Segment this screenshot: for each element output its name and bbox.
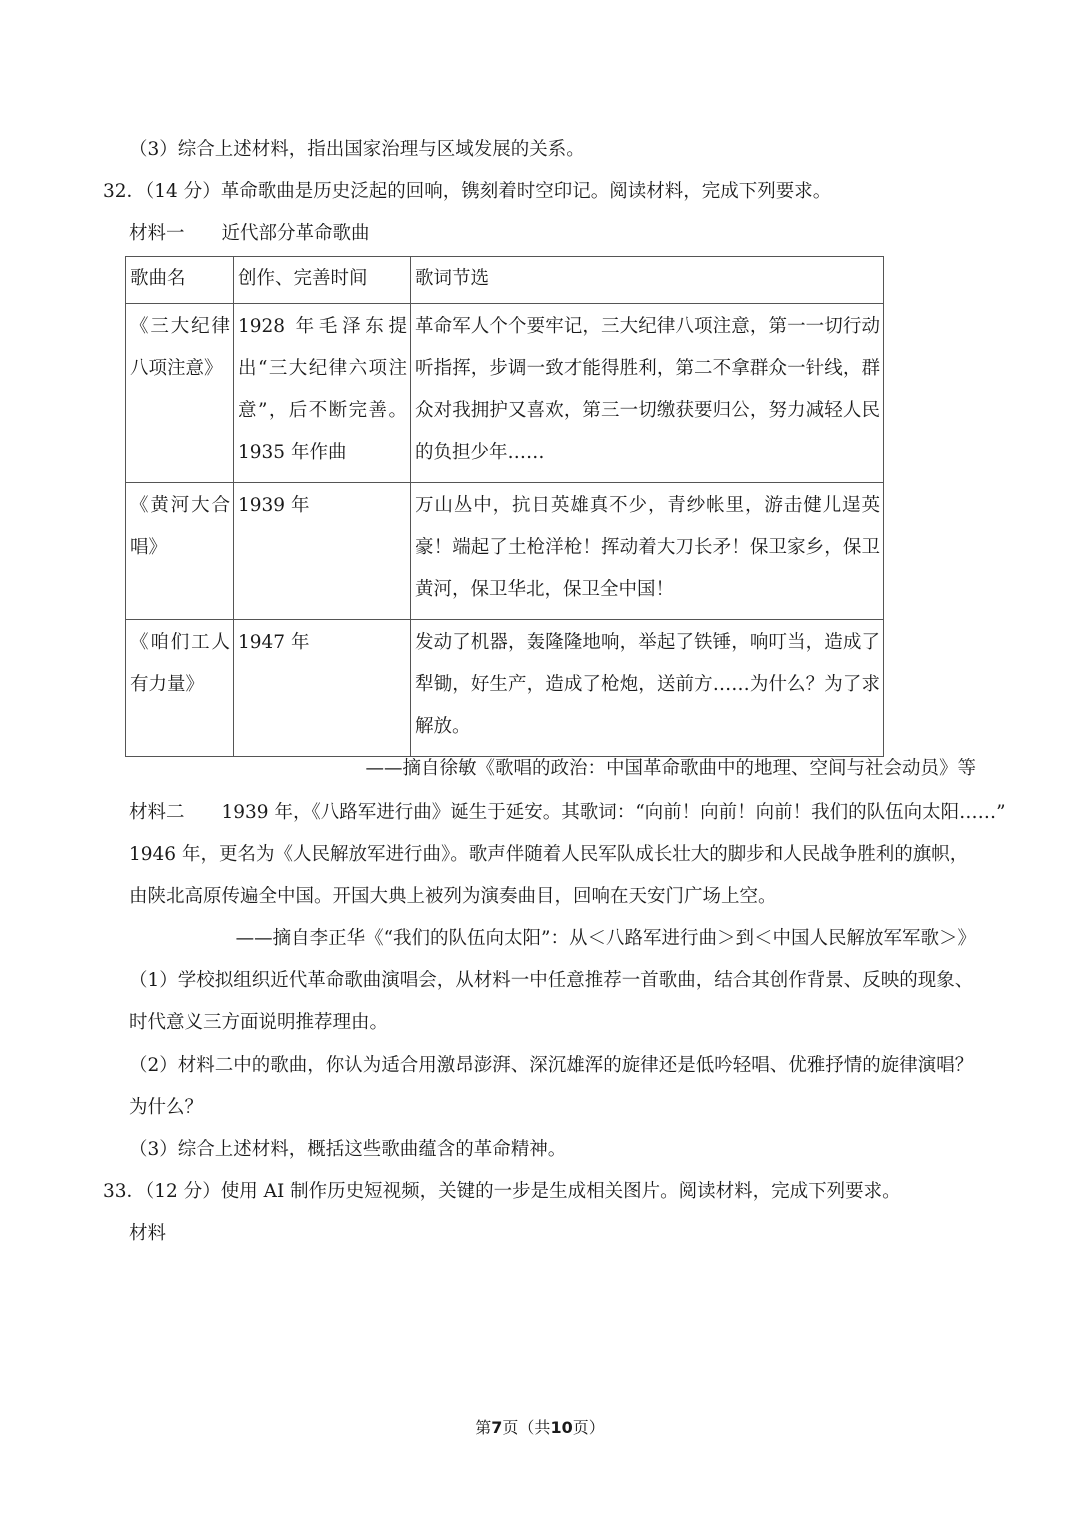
material1-source: ——摘自徐敏《歌唱的政治：中国革命歌曲中的地理、空间与社会动员》等	[365, 758, 976, 779]
song-time-cell: 1939 年	[234, 483, 411, 620]
material2-line-2: 1946 年，更名为《人民解放军进行曲》。歌声伴随着人民军队成长壮大的脚步和人民战争胜利的旗帜，	[129, 844, 969, 865]
song-lyrics-cell: 革命军人个个要牢记，三大纪律八项注意，第一一切行动听指挥，步调一致才能得胜利，第二不拿群众一针线，群众对我拥护又喜欢，第三一切缴获要归公，努力减轻人民的负担少年……	[411, 304, 884, 483]
table-row	[126, 483, 884, 620]
footer-page-number: 7	[491, 1418, 503, 1437]
question-32-sub3: （3）综合上述材料，概括这些歌曲蕴含的革命精神。	[129, 1139, 567, 1160]
question-33-header: 33．（12 分）使用 AI 制作历史短视频，关键的一步是生成相关图片。阅读材料，完成下列要求。	[103, 1181, 901, 1202]
table-header-cell: 创作、完善时间	[234, 257, 411, 304]
material2-line-3: 由陕北高原传遍全中国。开国大典上被列为演奏曲目，回响在天安门广场上空。	[129, 886, 777, 907]
song-name-cell: 《三大纪律八项注意》	[126, 304, 234, 483]
question-32-sub1-line-1: （1）学校拟组织近代革命歌曲演唱会，从材料一中任意推荐一首歌曲，结合其创作背景、反映的现象、	[129, 970, 974, 991]
song-lyrics-cell: 发动了机器，轰隆隆地响，举起了铁锤，响叮当，造成了犁锄，好生产，造成了枪炮，送前方……为什么？为了求解放。	[411, 620, 884, 757]
question-32-header: 32．（14 分）革命歌曲是历史泛起的回响，镌刻着时空印记。阅读材料，完成下列要求。	[103, 181, 832, 202]
table-header-cell: 歌曲名	[126, 257, 234, 304]
table-header-row	[126, 257, 884, 304]
table-header-cell: 歌词节选	[411, 257, 884, 304]
revolutionary-songs-table	[125, 256, 884, 757]
material1-label: 材料一 近代部分革命歌曲	[129, 223, 370, 244]
footer-prefix: 第	[475, 1418, 492, 1437]
question-32-sub2-line-1: （2）材料二中的歌曲，你认为适合用激昂澎湃、深沉雄浑的旋律还是低吟轻唱、优雅抒情的旋律演唱？	[129, 1055, 974, 1076]
question-33-material-label: 材料	[129, 1223, 167, 1244]
song-name-cell: 《黄河大合唱》	[126, 483, 234, 620]
song-name-cell: 《咱们工人有力量》	[126, 620, 234, 757]
question-32-sub2-line-2: 为什么？	[129, 1097, 204, 1118]
prev-question-sub3: （3）综合上述材料，指出国家治理与区域发展的关系。	[129, 139, 585, 160]
table-row	[126, 304, 884, 483]
footer-suffix: 页）	[572, 1418, 605, 1437]
page-footer	[0, 1418, 1080, 1438]
song-time-cell: 1947 年	[234, 620, 411, 757]
table-row	[126, 620, 884, 757]
question-32-sub1-line-2: 时代意义三方面说明推荐理由。	[129, 1012, 389, 1033]
material2-line-1: 材料二 1939 年，《八路军进行曲》诞生于延安。其歌词：“向前！向前！向前！我们的队伍向太阳……”	[129, 802, 1006, 823]
song-lyrics-cell: 万山丛中，抗日英雄真不少，青纱帐里，游击健儿逞英豪！端起了土枪洋枪！挥动着大刀长矛！保卫家乡，保卫黄河，保卫华北，保卫全中国！	[411, 483, 884, 620]
footer-middle: 页（共	[502, 1418, 551, 1437]
material2-source: ——摘自李正华《“我们的队伍向太阳”：从＜八路军进行曲＞到＜中国人民解放军军歌＞》	[235, 928, 976, 949]
footer-total-pages: 10	[550, 1418, 573, 1437]
song-time-cell: 1928 年毛泽东提出“三大纪律六项注意”，后不断完善。1935 年作曲	[234, 304, 411, 483]
